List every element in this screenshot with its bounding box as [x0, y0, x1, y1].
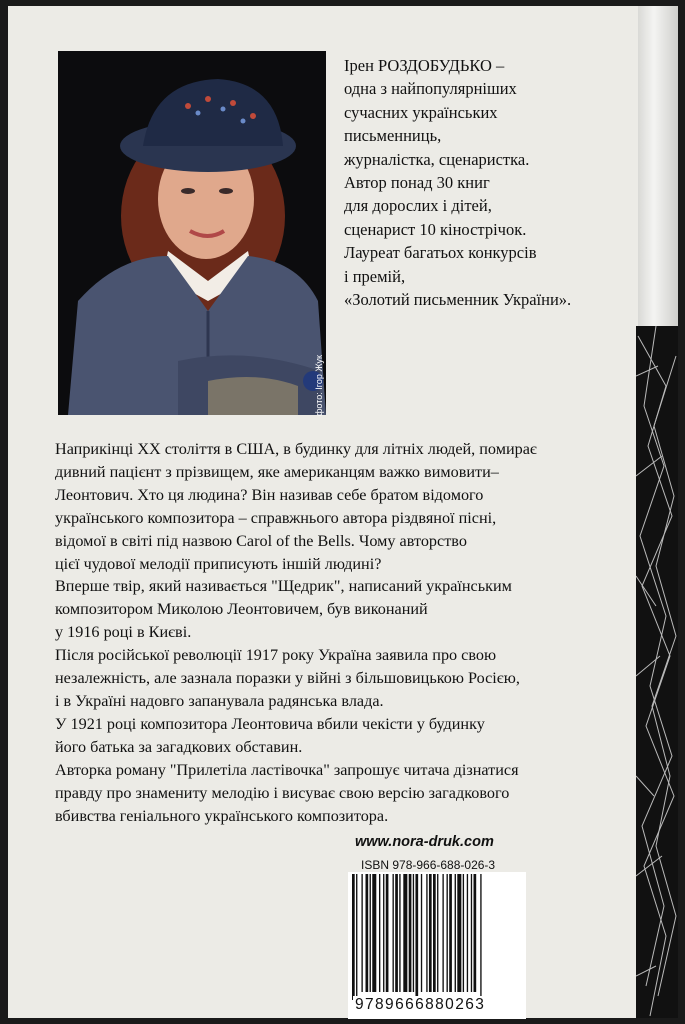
barcode-bar: [480, 874, 481, 1000]
bio-line: журналістка, сценаристка.: [344, 149, 530, 169]
barcode-bar: [366, 874, 369, 992]
bio-line: для дорослих і дітей,: [344, 196, 492, 216]
barcode-bar: [447, 874, 448, 992]
description-line: незалежність, але зазнала поразки у війні з більшовицькою Росією,: [55, 669, 520, 688]
barcode-bar: [370, 874, 371, 992]
bio-line: Автор понад 30 книг: [344, 173, 490, 193]
description-line: У 1921 році композитора Леонтовича вбили чекісти у будинку: [55, 714, 485, 733]
book-back-cover: [8, 6, 678, 1018]
barcode-bar: [399, 874, 400, 992]
barcode-bar: [429, 874, 432, 992]
barcode-bar: [413, 874, 414, 992]
publisher-website[interactable]: www.nora-druk.com: [355, 834, 494, 850]
barcode-bar: [471, 874, 472, 992]
author-photo: [58, 51, 326, 415]
barcode-bar: [449, 874, 452, 992]
bio-line: сучасних українських: [344, 102, 498, 122]
barcode-bar: [437, 874, 438, 992]
barcode-bar: [426, 874, 427, 992]
description-line: цієї чудової мелодії приписують іншій людині?: [55, 554, 382, 573]
book-description: [55, 438, 615, 827]
author-portrait-illustration: [58, 51, 326, 415]
description-line: українського композитора – справжнього автора різдвяної пісні,: [55, 508, 497, 527]
bio-line: письменниць,: [344, 126, 442, 146]
barcode-bar: [395, 874, 398, 992]
barcode-bar: [415, 874, 418, 1000]
photo-credit: фото: Ігор Жук: [314, 355, 324, 416]
barcode-bar: [393, 874, 394, 992]
branch-pattern: [636, 326, 678, 1018]
description-line: відомої в світі під назвою Carol of the Bells. Чому авторство: [55, 531, 467, 550]
bio-line: «Золотий письменник України».: [344, 290, 572, 310]
barcode-bar: [457, 874, 461, 992]
barcode-bar: [455, 874, 456, 992]
barcode-bar: [383, 874, 384, 992]
author-bio: [344, 54, 644, 311]
barcode-bar: [403, 874, 407, 992]
barcode-bar: [421, 874, 422, 992]
description-line: його батька за загадкових обставин.: [55, 737, 303, 756]
bio-line: сценарист 10 кінострічок.: [344, 219, 527, 239]
description-line: Авторка роману "Прилетіла ластівочка" запрошує читача дізнатися: [55, 760, 519, 779]
barcode-bar: [467, 874, 468, 992]
barcode-bar: [474, 874, 477, 992]
bio-line: одна з найпопулярніших: [344, 79, 517, 99]
description-line: правду про знамениту мелодію і висуває свою версію загадкового: [55, 783, 510, 802]
description-line: Наприкінці XX століття в США, в будинку для літніх людей, помирає: [55, 440, 537, 458]
isbn-label: ISBN 978-966-688-026-3: [361, 858, 496, 872]
barcode-bar: [352, 874, 355, 1000]
barcode-bar: [372, 874, 376, 992]
spine-dark-pattern: [636, 326, 678, 1018]
barcode-bar: [361, 874, 362, 992]
barcode-bar: [356, 874, 357, 1000]
barcode-bar: [442, 874, 443, 992]
description-line: у 1916 році в Києві.: [55, 623, 192, 642]
bio-line: Ірен РОЗДОБУДЬКО –: [344, 56, 505, 75]
barcode-bar: [379, 874, 380, 992]
description-line: композитором Миколою Леонтовичем, був виконаний: [55, 600, 428, 619]
description-line: і в Україні надовго запанувала радянська влада.: [55, 691, 384, 710]
description-line: Вперше твір, який називається "Щедрик", написаний українським: [55, 577, 512, 596]
barcode-bar: [409, 874, 412, 992]
description-line: вбивства геніального українського композитора.: [55, 806, 389, 825]
barcode-number: 9789666880263: [355, 996, 486, 1013]
barcode-bar: [386, 874, 389, 992]
description-line: Після російської революції 1917 року Україна заявила про свою: [55, 646, 497, 665]
description-line: дивний пацієнт з прізвищем, яке американцям важко вимовити–: [55, 462, 499, 481]
description-line: Леонтович. Хто ця людина? Він називав себе братом відомого: [55, 485, 484, 504]
barcode-bar: [433, 874, 436, 992]
bio-line: Лауреат багатьох конкурсів: [344, 243, 537, 263]
bio-line: і премій,: [344, 266, 406, 286]
barcode-bar: [463, 874, 464, 992]
